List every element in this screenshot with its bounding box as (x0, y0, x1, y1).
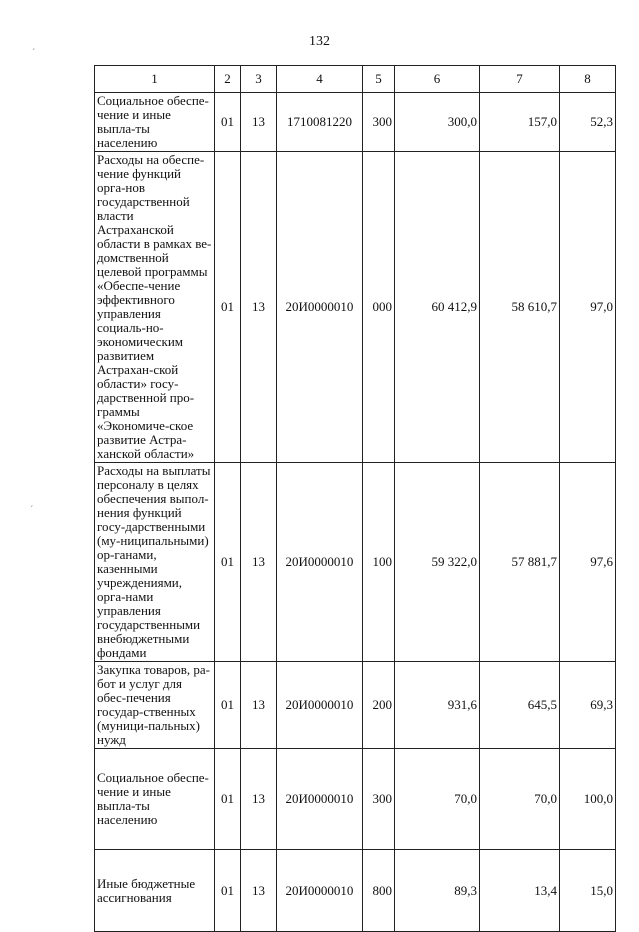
row-description: Социальное обеспе-чение и иные выпла-ты населению (95, 749, 215, 850)
row-description: Иные бюджетные ассигнования (95, 850, 215, 932)
subsection-code: 13 (241, 93, 277, 152)
section-code: 01 (215, 93, 241, 152)
column-header: 4 (277, 66, 363, 93)
table-row (95, 152, 616, 463)
execution-percent: 97,6 (560, 463, 616, 662)
subsection-code: 13 (241, 152, 277, 463)
column-header: 6 (395, 66, 480, 93)
row-description: Социальное обеспе-чение и иные выпла-ты населению (95, 93, 215, 152)
target-article-code: 20И0000010 (277, 662, 363, 749)
subsection-code: 13 (241, 463, 277, 662)
column-header: 2 (215, 66, 241, 93)
executed-amount: 13,4 (480, 850, 560, 932)
target-article-code: 20И0000010 (277, 850, 363, 932)
section-code: 01 (215, 662, 241, 749)
target-article-code: 1710081220 (277, 93, 363, 152)
planned-amount: 59 322,0 (395, 463, 480, 662)
scan-speck: ´ (32, 48, 36, 59)
planned-amount: 931,6 (395, 662, 480, 749)
column-header: 1 (95, 66, 215, 93)
budget-table (94, 65, 616, 932)
table-row (95, 93, 616, 152)
scan-speck: ´ (30, 505, 34, 516)
table-row (95, 662, 616, 749)
execution-percent: 52,3 (560, 93, 616, 152)
planned-amount: 70,0 (395, 749, 480, 850)
section-code: 01 (215, 463, 241, 662)
table-row (95, 749, 616, 850)
column-header: 3 (241, 66, 277, 93)
execution-percent: 97,0 (560, 152, 616, 463)
page-number: 132 (309, 34, 330, 49)
column-header: 8 (560, 66, 616, 93)
planned-amount: 300,0 (395, 93, 480, 152)
expense-type-code: 300 (363, 749, 395, 850)
expense-type-code: 200 (363, 662, 395, 749)
execution-percent: 69,3 (560, 662, 616, 749)
expense-type-code: 800 (363, 850, 395, 932)
subsection-code: 13 (241, 749, 277, 850)
section-code: 01 (215, 850, 241, 932)
header-row (95, 66, 616, 93)
row-description: Расходы на обеспе-чение функций орга-нов государственной власти Астраханской области в рамках ве-домственной целевой программы «Обеспе-чение эффективного управления социаль-но-экономическим развитием Астрахан-ской области» госу-дарственной про-граммы «Экономиче-ское развитие Астра-ханской области» (95, 152, 215, 463)
expense-type-code: 100 (363, 463, 395, 662)
section-code: 01 (215, 749, 241, 850)
column-header: 5 (363, 66, 395, 93)
column-header: 7 (480, 66, 560, 93)
subsection-code: 13 (241, 662, 277, 749)
executed-amount: 645,5 (480, 662, 560, 749)
subsection-code: 13 (241, 850, 277, 932)
expense-type-code: 300 (363, 93, 395, 152)
target-article-code: 20И0000010 (277, 463, 363, 662)
row-description: Закупка товаров, ра-бот и услуг для обес-печения государ-ственных (муници-пальных) нужд (95, 662, 215, 749)
target-article-code: 20И0000010 (277, 749, 363, 850)
target-article-code: 20И0000010 (277, 152, 363, 463)
executed-amount: 58 610,7 (480, 152, 560, 463)
executed-amount: 57 881,7 (480, 463, 560, 662)
executed-amount: 157,0 (480, 93, 560, 152)
row-description: Расходы на выплаты персоналу в целях обеспечения выпол-нения функций госу-дарственными (му-ниципальными) ор-ганами, казенными учреждениями, орга-нами управления государственными внебюджетными фондами (95, 463, 215, 662)
planned-amount: 89,3 (395, 850, 480, 932)
table-row (95, 463, 616, 662)
planned-amount: 60 412,9 (395, 152, 480, 463)
expense-type-code: 000 (363, 152, 395, 463)
section-code: 01 (215, 152, 241, 463)
execution-percent: 15,0 (560, 850, 616, 932)
table-row (95, 850, 616, 932)
execution-percent: 100,0 (560, 749, 616, 850)
executed-amount: 70,0 (480, 749, 560, 850)
